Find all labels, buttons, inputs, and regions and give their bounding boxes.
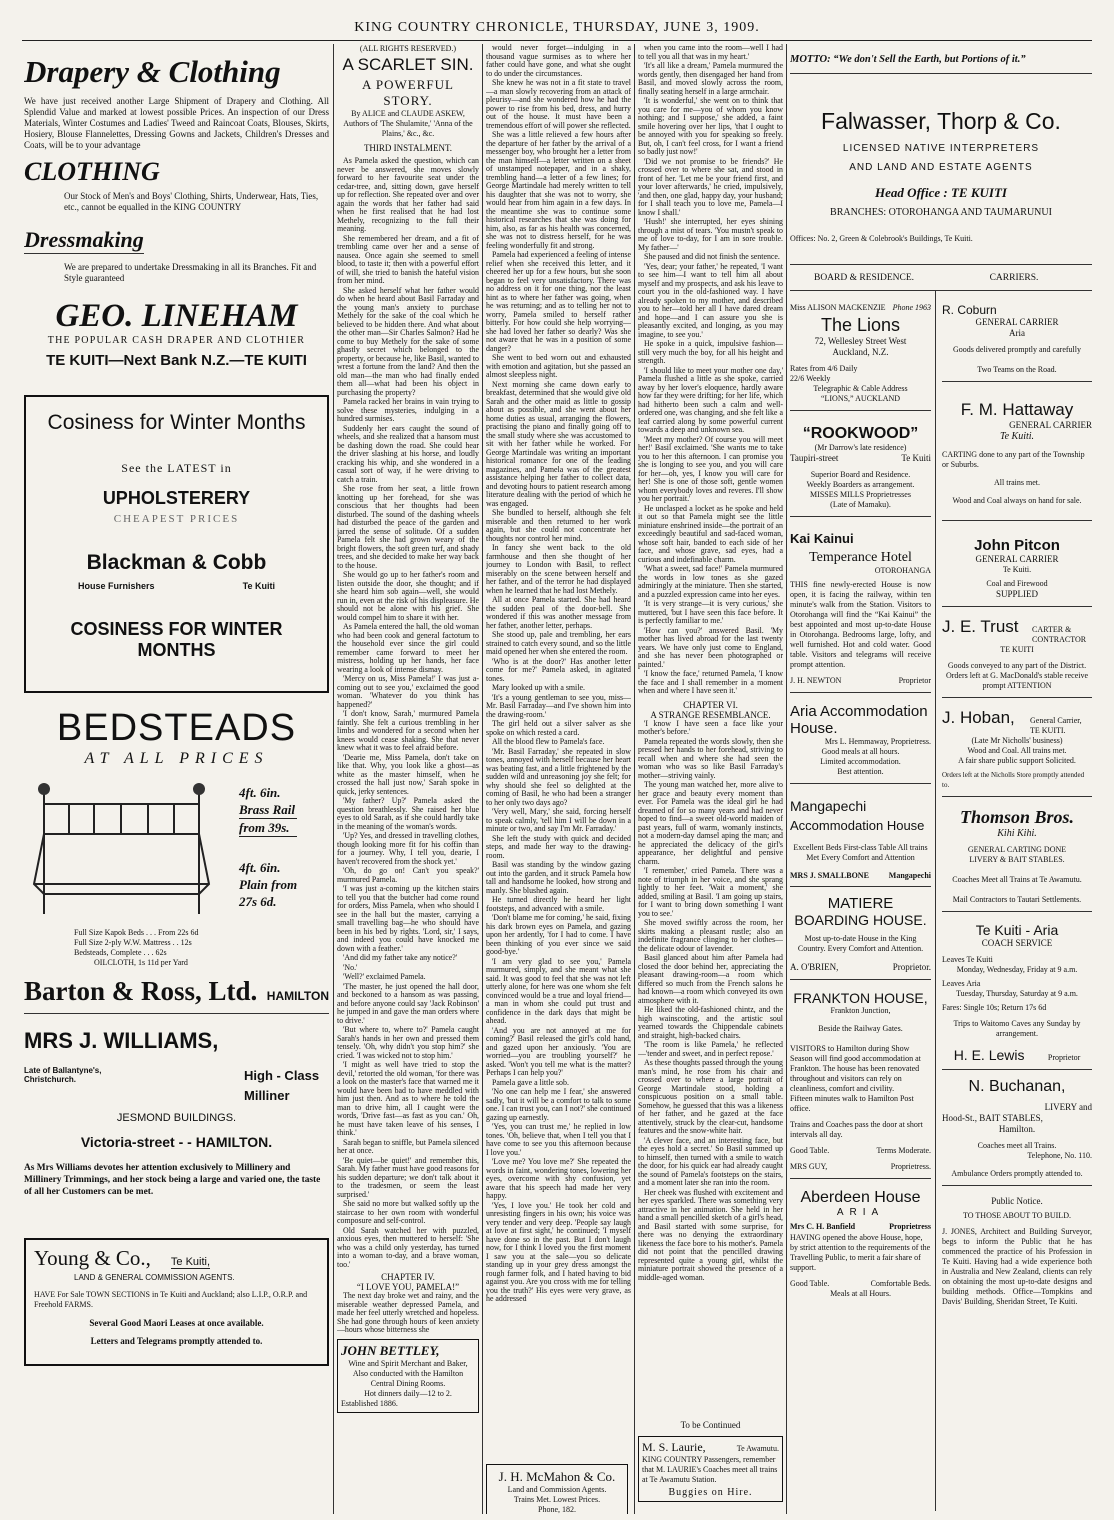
story-body-3	[638, 44, 783, 696]
story-paragraph: She moved swiftly across the room, her skirts making a pleasant rustle; also an indefinite fragrance clinging to her clothes—the delicate odour of lavender.	[638, 918, 783, 953]
story-paragraph: All at once Pamela started. She had heard the sudden peal of the door-bell. She wondered if this was another message from her father, another letter, perhaps.	[486, 595, 631, 630]
blackman-cobb-name: Blackman & Cobb	[86, 551, 267, 574]
upholstery-heading: UPHOLSTERERY	[102, 488, 251, 508]
column-story-part-3	[638, 44, 783, 1514]
bed-price-from-39s: from 39s.	[239, 819, 297, 837]
matiere-text: Most up-to-date House in the King Country. Every Comfort and Attention.	[797, 934, 924, 953]
drapery-text: We have just received another Large Shipment of Drapery and Clothing. All Splendid Value and marked at lowest possible Prices. An inspection of our Dress Materials, Winter Costumes and Ladies' Tweed and Raincoat Coats, Blouses, Skirts, Hosiery, Blouse Flannelettes, Dressing Gowns and Jackets, Children's Dresses and Coats, will be to your advantage	[24, 96, 329, 150]
coburn-line-4: Two Teams on the Road.	[977, 365, 1057, 374]
rookwood-line-1: Superior Board and Residence.	[810, 470, 911, 479]
story-paragraph: 'Dearie me, Miss Pamela, don't take on like that. Why, you look like a ghost—as white as the master himself, when he crossed the hall just now,' Sarah spoke in quick, jerky sentences.	[337, 752, 479, 796]
chapter-4-title: “I LOVE YOU, PAMELA!”	[356, 1282, 460, 1292]
cheapest-prices: CHEAPEST PRICES	[113, 513, 240, 525]
public-notice: Public Notice.	[991, 1196, 1043, 1206]
thomson-line-1: Kihi Kihi.	[997, 828, 1037, 839]
guy-proprietress: Proprietress.	[890, 1162, 931, 1171]
hattaway-line-4: All trains met.	[994, 478, 1040, 487]
bedsteads-title: BEDSTEADS	[56, 707, 297, 749]
story-paragraph: 'And you are not annoyed at me for coming?' Basil released the girl's cold hand, and gazed upon her anxiously. 'You are worried—you are troubling yourself?' he asked. 'Won't you tell me what is the matter? Perhaps I can help you?'	[486, 1025, 631, 1077]
coach-line-6: Trips to Waitomo Caves any Sunday by arrangement.	[953, 1019, 1081, 1038]
story-paragraph: The girl held out a silver salver as she spoke on which rested a card.	[486, 719, 631, 737]
see-latest: See the LATEST in	[121, 461, 232, 475]
column-divider	[634, 44, 635, 1514]
young-co-subtitle: LAND & GENERAL COMMISSION AGENTS.	[74, 1273, 235, 1282]
story-paragraph: 'Be quiet—be quiet!' and remember this, Sarah. My father must have good reasons for his sudden departure; we don't talk about it to the tradesmen, or seem the least surprised.'	[337, 1155, 479, 1199]
frankton-terms: Terms Moderate.	[876, 1146, 931, 1155]
buchanan-line-1: LIVERY and	[1044, 1102, 1092, 1112]
barton-ross-hamilton: HAMILTON	[266, 989, 329, 1003]
smallbone-name: MRS J. SMALLBONE	[790, 871, 869, 880]
aria-line-1: Good meals at all hours.	[821, 747, 900, 756]
matiere-boarding: BOARDING HOUSE.	[794, 912, 927, 928]
aberdeen-name: Aberdeen House	[800, 1189, 921, 1206]
story-paragraph: He unclasped a locket as he spoke and held it out so that Pamela might see the little miniature enshrined inside—the portrait of an exceedingly beautiful and sad-faced woman, whose soft hair, banded to each side of her face, and whose grave, sad eyes, had a curious and indefinable charm.	[638, 503, 783, 564]
lions-cable-address: “LIONS,” AUCKLAND	[820, 394, 901, 403]
bed-price-size-1: 4ft. 6in.	[239, 785, 281, 800]
mangapechi-name: Mangapechi	[790, 798, 867, 814]
story-paragraph: She said no more but walked softly up the staircase to her own room with wonderful composure and self-control.	[337, 1199, 479, 1225]
otorohanga: OTOROHANGA	[874, 566, 931, 575]
story-paragraph: 'I don't know, Sarah,' murmured Pamela faintly. She felt a curious trembling in her limbs and wondered for a second when her knees would cease shaking. She that never knew what it was to feel afraid before.	[337, 709, 479, 752]
rookwood-name: “ROOKWOOD”	[802, 425, 919, 442]
trust-line-2: TE KUITI	[1000, 645, 1034, 654]
public-notice-text: J. JONES, Architect and Building Surveyor, begs to inform the Public that he has commenced the practice of his Profession in Te Kuiti. Having had a wide experience both in Australia and New Zealand, clients can rely on obtaining the most up-to-date designs and building methods. Office—Tompkins and Davis' Building, Sheridan Street, Te Kuiti.	[942, 1227, 1092, 1306]
story-paragraph: Pamela repeated the words slowly, then she pressed her hands to her forehead, striving to recall when and where she had seen the woman who was so like Basil Farraday's mother—striving vainly.	[638, 736, 783, 780]
mcmahon-line-3: Phone, 182.	[538, 1505, 576, 1514]
lions-weekly: 22/6 Weekly	[790, 374, 831, 383]
coach-name: Te Kuiti - Aria	[975, 922, 1059, 938]
bettley-line-1: Wine and Spirit Merchant and Baker,	[348, 1358, 468, 1368]
chapter-6-heading: CHAPTER VI.	[683, 699, 738, 710]
story-paragraph: As these thoughts passed through the young man's mind, he rose from his chair and crossed over to where a large portrait of George Martindale stood, holding a conspicuous position on a small table. Somehow, he guessed that this was a likeness of her father, and he gazed at the face attentively, struck by the clear-cut, handsome features and the snow-white hair.	[638, 1058, 783, 1135]
victoria-street: Victoria-street - - HAMILTON.	[80, 1134, 273, 1150]
lineham-address: TE KUITI—Next Bank N.Z.—TE KUITI	[46, 352, 307, 369]
story-paragraph: 'My father? Up?' Pamela asked the question breathlessly. She raised her blue eyes to old Sarah, as if she could hardly take in the meaning of the woman's words.	[337, 796, 479, 831]
bed-price-size-2: 4ft. 6in.	[239, 860, 281, 875]
buchanan-line-3: Hamilton.	[998, 1124, 1036, 1134]
newton-name: J. H. NEWTON	[790, 676, 842, 685]
lions-address-2: Auckland, N.Z.	[832, 347, 889, 357]
cosiness-heading: Cosiness for Winter Months	[47, 411, 306, 434]
hoban-line-2: (Late Mr Nicholls' business)	[971, 736, 1063, 745]
story-paragraph: 'But where to, where to?' Pamela caught Sarah's hands in her own and pressed them tensely. 'Oh, why didn't you stop him?' she cried. 'I was wicked not to stop him.'	[337, 1025, 479, 1060]
mcmahon-line-2: Trains Met. Lowest Prices.	[513, 1495, 601, 1504]
aria-line-3: Best attention.	[837, 767, 884, 776]
lions-owner: Miss ALISON MACKENZIE	[790, 303, 886, 312]
barton-ross-name: Barton & Ross, Ltd.	[24, 976, 258, 1006]
story-paragraph: 'Who is at the door?' Has another letter come for me?' Pamela asked, in agitated tones.	[486, 656, 631, 683]
dressmaking-title: Dressmaking	[24, 227, 144, 252]
pitcon-name: John Pitcon	[974, 537, 1060, 554]
story-paragraph: She would go up to her father's room and listen outside the door, she thought; and if she heard him sob again—well, she would run in, even at the risk of his displeasure. He should not be alone with his grief. She would compel him to share it with her.	[337, 570, 479, 622]
house-furnishers: House Furnishers	[78, 581, 155, 591]
newton-proprietor: Proprietor	[898, 676, 931, 685]
story-paragraph: 'Did we not promise to be friends?' He crossed over to where she sat, and stood in front of her. 'Let me be your friend first, and your lover afterwards,' he cried, impulsively, 'and then, one glad, happy day, your husband; for I shall teach you to love me, Pamela—I know I shall.'	[638, 156, 783, 217]
lions-telegraphic: Telegraphic & Cable Address	[813, 384, 908, 393]
column-story-part-1	[337, 44, 479, 1514]
story-paragraph: 'It is very strange—it is very curious,' she muttered, 'but I have seen this face before. It is perfectly familiar to me.'	[638, 599, 783, 625]
story-paragraph: She paused and did not finish the sentence.	[644, 252, 780, 261]
story-paragraph: 'I remember,' cried Pamela. There was a note of triumph in her voice, and she sprang lightly to her feet. 'Wait a moment,' she added, smiling at Basil. 'I am going up stairs, for I want to bring down something I want you to see.'	[638, 866, 783, 918]
story-paragraph: 'And did my father take any notice?'	[343, 953, 458, 962]
carriers-column	[936, 291, 1092, 1511]
board-residence-heading: BOARD & RESIDENCE.	[813, 272, 915, 283]
story-paragraph: 'It is wonderful,' she went on to think that you care for me—you of whom you know nothing; and I suppose,' she added, a faint smile hovering over her lips, 'that I ought to be annoyed with you for speaking so freely. But, oh, I can't feel cross, for I want a friend so badly just now!'	[638, 96, 783, 156]
kapok-beds-price: Full Size Kapok Beds . . . From 22s 6d	[74, 928, 199, 937]
falwasser-branches: BRANCHES: OTOROHANGA AND TAUMARUNUI	[830, 207, 1052, 218]
column-business-directory	[790, 44, 1092, 1514]
carriers-heading: CARRIERS.	[989, 272, 1039, 283]
aberdeen-text: HAVING opened the above House, hope, by strict attention to the requirements of the Travelling Public, to merit a fair share of support.	[790, 1233, 931, 1272]
story-paragraph: 'How can you?' answered Basil. 'My mother has lived abroad for the last twenty years. We have only just come to England, and she has never been photographed or painted.'	[638, 625, 783, 669]
lineham-title: GEO. LINEHAM	[55, 298, 298, 334]
bettley-ad	[337, 1339, 479, 1413]
guy-name: MRS GUY,	[790, 1162, 828, 1171]
rookwood-line-2: Weekly Boarders as arrangement.	[806, 480, 915, 489]
story-paragraph: Pamela gave a little sob.	[492, 1077, 569, 1087]
coburn-line-1: GENERAL CARRIER	[975, 317, 1059, 327]
lions-rates: Rates from 4/6 Daily	[790, 364, 858, 373]
hattaway-line-2: Te Kuiti.	[999, 431, 1035, 442]
story-body-1	[337, 157, 479, 1269]
story-paragraph: She left the study with quick and decided steps, and made her way to the drawing-room.	[486, 833, 631, 860]
thomson-line-4: Coaches Meet all Trains at Te Awamutu.	[952, 875, 1082, 884]
story-paragraph: Her cheek was flushed with excitement and her eyes sparkled. There was something very attractive in her animation. She held in her hand a small pencilled sketch of a girl's head, and Basil started with some surprise, for there was no denying the extraordinary likeness the face bore to his mother's. Pamela did not point that the pencilled drawing represented quite a young girl, whilst the miniature portrait showed the presence of a middle-aged woman.	[638, 1187, 783, 1282]
chapter-4-heading: CHAPTER IV.	[381, 1272, 435, 1282]
story-paragraph: All the blood flew to Pamela's face.	[492, 737, 605, 746]
frankton-post-office: Fifteen minutes walk to Hamilton Post office.	[790, 1094, 914, 1113]
banfield-proprietress: Proprietress	[889, 1222, 931, 1231]
story-title: A SCARLET SIN.	[342, 55, 474, 74]
frankton-name: FRANKTON HOUSE,	[793, 990, 928, 1006]
motto: MOTTO: “We don't Sell the Earth, but Portions of it.”	[790, 54, 1092, 74]
falwasser-name: Falwasser, Thorp & Co.	[821, 108, 1061, 134]
pitcon-line-2: Te Kuiti.	[1002, 565, 1032, 574]
obrien-proprietor: Proprietor.	[892, 962, 931, 972]
mcmahon-name: J. H. McMahon & Co.	[498, 1469, 616, 1484]
story-paragraph: 'Yes, dear; your father,' he repeated, 'I want to see him—I want to tell him all about myself and my prospects, and ask his leave to court you in the old-fashioned way. I have already spoken to my mother, and described you to her—told her all I have dared dream and hope—and I can assure you she is pleasantly excited, and longing, as you may imagine, to see you.'	[638, 261, 783, 339]
mangapechi-accommodation: Accommodation House	[790, 818, 925, 833]
chapter-6-title: A STRANGE RESEMBLANCE.	[650, 709, 771, 720]
column-divider	[333, 44, 334, 1514]
story-paragraph: when you came into the room—well I had to tell you all that was in my heart.'	[638, 44, 783, 61]
story-paragraph: He spoke in a quick, impulsive fashion—still very much the boy, for all his height and strength.	[638, 339, 783, 365]
bedsteads-complete-price: Bedsteads, Complete . . . 62s	[74, 948, 167, 957]
te-kuiti-location: Te Kuiti	[242, 581, 275, 591]
frankton-trains: Trains and Coaches pass the door at short intervals all day.	[790, 1120, 923, 1139]
frankton-beside: Beside the Railway Gates.	[818, 1024, 903, 1033]
bettley-line-3: Hot dinners daily—12 to 2.	[364, 1388, 452, 1398]
story-paragraph: As Pamela entered the hall, the old woman who had been cook and general factotum to the household ever since the girl could remember came forward to meet her mistress, holding up her hands, her face wearing a look of intense dismay.	[337, 622, 479, 674]
coach-line-3: Leaves Aria	[942, 979, 981, 988]
williams-high-class-milliner: High - Class Milliner	[244, 1068, 320, 1103]
frankton-text: VISITORS to Hamilton during Show Season will find good accommodation at Frankton. The house has been renovated throughout and visitors can rely on cleanliness, comfort and civility.	[790, 1044, 921, 1093]
coburn-line-2: Aria	[1009, 328, 1025, 338]
rookwood-line-3: MISSES MILLS Proprietresses	[810, 490, 911, 499]
rights-reserved: (ALL RIGHTS RESERVED.)	[359, 44, 457, 53]
matiere-name: MATIERE	[827, 895, 894, 912]
mcmahon-ad	[486, 1464, 628, 1514]
story-paragraph: 'What a sweet, sad face!' Pamela murmured the words in low tones as she gazed admiringly at the miniature. Then she started, and a puzzled expression came into her eyes.	[638, 564, 783, 599]
story-authors-works: Authors of 'The Shulamite,' 'Anna of the Plains,' &c., &c.	[343, 119, 473, 138]
column-divider	[482, 44, 483, 1514]
story-paragraph: Old Sarah watched her with puzzled, anxious eyes, then muttered to herself: 'She who was a child only yesterday, has turned into a woman to-day, and a brave woman, too.'	[337, 1225, 479, 1269]
story-paragraph: 'Don't blame me for coming,' he said, fixing his dark brown eyes on Pamela, and gazing upon her ardently, 'for I had to come. I have been thinking of you ever since we said good-bye.'	[486, 913, 631, 956]
rookwood-street: Taupiri-street	[790, 453, 839, 463]
pitcon-line-4: SUPPLIED	[995, 589, 1038, 599]
laurie-ad	[638, 1436, 783, 1502]
story-paragraph: 'The room is like Pamela,' he reflected—'tender and sweet, and in perfect repose.'	[638, 1040, 783, 1058]
falwasser-head-office: Head Office : TE KUITI	[875, 185, 1007, 200]
story-paragraph: 'No.'	[343, 962, 358, 972]
story-paragraph: 'Well?' exclaimed Pamela.	[343, 972, 426, 981]
story-paragraph: 'I was just a-coming up the kitchen stairs to tell you that the butcher had come round for orders, Miss Pamela, when who should I see in the hall but the master, carrying a small travelling bag—he who should have been in his bed by rights. 'Lord, sir,' I says, and indeed you could have knocked me down with a feather.'	[337, 884, 479, 953]
story-paragraph: would never forget—indulging in a thousand vague surmises as to where her father could have gone, and what she ought to do under the circumstances.	[486, 44, 631, 78]
clothing-text: Our Stock of Men's and Boys' Clothing, Shirts, Underwear, Hats, Ties, etc., cannot be equalled in the KING COUNTRY	[64, 191, 319, 212]
bed-price-plain: Plain from	[239, 877, 298, 892]
thomson-line-3: LIVERY & BAIT STABLES.	[969, 855, 1065, 864]
buchanan-line-5: Telephone, No. 110.	[1027, 1151, 1092, 1160]
young-co-leases: Several Good Maori Leases at once available.	[89, 1318, 264, 1328]
story-paragraph: Sarah began to sniffle, but Pamela silenced her at once.	[337, 1137, 479, 1155]
mattress-price: Full Size 2-ply W.W. Mattress . . 12s	[74, 938, 192, 947]
coach-line-1: Leaves Te Kuiti	[942, 955, 993, 964]
story-paragraph: He turned directly he heard her light footsteps, and advanced with a smile.	[486, 895, 631, 913]
story-paragraph: In fancy she went back to the old farmhouse and then she thought of her journey to London with Basil, to reflect miserably on the scene between herself and her father, and of the terror he had displayed when he learned that he had lost Methely.	[486, 543, 631, 595]
aria-accommodation-name: Aria Accommodation House.	[790, 703, 928, 737]
story-paragraph: 'Yes, I love you.' He took her cold and unresisting fingers in his own; his voice was very tender and very deep. 'People say laugh at love at first sight,' he continued; 'I myself have done so in the past. But I don't laugh now, for I think I loved you the first moment I saw you at the sale—you so delicate standing up in your grey dress amongst the rough farmer folk, and I hated having to bid against you. Are you cross with me for telling you the truth?' His eyes were very grave, as he addressed	[486, 1200, 631, 1303]
thomson-line-2: GENERAL CARTING DONE	[967, 845, 1067, 854]
young-co-text: HAVE For Sale TOWN SECTIONS in Te Kuiti and Auckland; also L.I.P., O.R.P. and Freehold FARMS.	[34, 1290, 308, 1309]
buchanan-name: N. Buchanan,	[968, 1078, 1066, 1095]
bettley-line-4: Established 1886.	[341, 1398, 398, 1408]
laurie-town: Te Awamutu.	[736, 1444, 779, 1453]
aberdeen-town: ARIA	[836, 1207, 885, 1218]
story-subtitle: A POWERFUL STORY.	[362, 77, 454, 108]
young-co-ad	[24, 1238, 329, 1366]
story-paragraph: 'I know I have seen a face like your mother's before.'	[638, 718, 783, 736]
column-story-part-2	[486, 44, 631, 1514]
masthead: KING COUNTRY CHRONICLE, THURSDAY, JUNE 3, 1909.	[354, 20, 760, 35]
mangapechi-features: Excellent Beds First-class Table All trains Met Every Comfort and Attention	[793, 843, 928, 862]
public-notice-sub: TO THOSE ABOUT TO BUILD.	[963, 1211, 1071, 1220]
masthead-rule	[22, 40, 1092, 41]
bedstead-image	[24, 774, 214, 924]
pitcon-line-1: GENERAL CARRIER	[975, 554, 1059, 564]
column-advertisements-left	[24, 44, 329, 1514]
story-paragraph: 'Very well, Mary,' she said, forcing herself to speak calmly, 'tell him I will be down in a minute or two, and say I'm Mr. Farraday.'	[486, 807, 631, 833]
falwasser-line-2: AND LAND AND ESTATE AGENTS	[849, 162, 1033, 173]
banfield-name: Mrs C. H. Banfield	[790, 1222, 856, 1231]
kai-kainui-name: Kai Kainui	[790, 531, 854, 546]
story-paragraph: She remembered her dream, and a fit of trembling came over her and a sense of nausea. Once again she seemed to smell blood, to taste it; then with a powerful effort of will, she tried to banish the hateful vision from her mind.	[337, 233, 479, 285]
lions-address-1: 72, Wellesley Street West	[814, 336, 907, 346]
williams-late-of: Late of Ballantyne's, Christchurch.	[24, 1066, 102, 1084]
aberdeen-good-table: Good Table.	[790, 1279, 830, 1288]
coburn-line-3: Goods delivered promptly and carefully	[953, 345, 1081, 354]
rookwood-subtitle: (Mr Darrow's late residence)	[814, 443, 907, 452]
story-paragraph: She stood up, pale and trembling, her ears strained to catch every sound, and so the little maid opened her when she entered the room.	[486, 630, 631, 656]
buchanan-line-6: Ambulance Orders promptly attended to.	[951, 1169, 1083, 1178]
bettley-name: JOHN BETTLEY,	[341, 1342, 440, 1358]
story-paragraph: 'I am very glad to see you,' Pamela murmured, simply, and she meant what she said. It was good to feel that she was not left utterly alone, for here was one whom she felt convinced would be a true and loyal friend—a man in whom she could put trust and confidence in the dark days that might be ahead.	[486, 956, 631, 1025]
lineham-subtitle: THE POPULAR CASH DRAPER AND CLOTHIER	[47, 335, 306, 346]
lions-phone: Phone 1963	[892, 303, 931, 312]
board-residence-column	[790, 291, 936, 1511]
story-paragraph: 'Meet my mother? Of course you will meet her!' Basil exclaimed. 'She wants me to take you to her this afternoon. I can promise you she is longing to see you, and you will care for her—oh, yes, I know you will care for her! She is one of those soft, gentle women whom everybody loves and reveres. I'll show you her portrait.'	[638, 434, 783, 503]
hoban-line-3: Wood and Coal. All trains met.	[967, 746, 1067, 755]
hoban-line-4: A fair share public support Solicited.	[958, 756, 1076, 765]
instalment-heading: THIRD INSTALMENT.	[363, 143, 453, 153]
story-paragraph: Basil was standing by the window gazing out into the garden, and it struck Pamela how tall and handsome he looked, how strong and manly. She blushed again.	[486, 860, 631, 895]
story-paragraph: 'It's a young gentleman to see you, miss—Mr. Basil Farraday—and I've shown him into the drawing-room.'	[486, 692, 631, 719]
aria-line-2: Limited accommodation.	[820, 757, 901, 766]
buchanan-line-2: Hood-St., BAIT STABLES,	[942, 1113, 1043, 1123]
frankton-good-table: Good Table.	[790, 1146, 830, 1155]
jesmond-buildings: JESMOND BUILDINGS.	[116, 1112, 237, 1124]
temperance-text: THIS fine newly-erected House is now open, it is facing the railway, within ten minute's walk from the Station. Visitors to Otorohanga will find the “Kai Kainui” the best appointed and most up-to-date House in Otorohanga. Bedrooms large, lofty, and well furnished. Hot and cold water. Good table. Visitors and telegrams will receive prompt attention.	[790, 580, 931, 669]
story-paragraph: Suddenly her ears caught the sound of wheels, and she realized that a hansom must be dashing down the road. She could hear the driver slashing at his horse, and loudly cracking his whip, and she wondered in a casual sort of way, if he were driving to catch a train.	[337, 423, 479, 484]
story-paragraph: She knew he was not in a fit state to travel—a man slowly recovering from an attack of pleurisy—and she wondered how he had the power to rise from his bed, dress, and hurry out of the house. It must have been a tremendous effort of will power she reflected.	[486, 78, 631, 130]
hattaway-line-1: GENERAL CARRIER	[1009, 420, 1092, 430]
story-paragraph: 'Yes, you can trust me,' he replied in low tones. 'Oh, believe that, when I tell you that I have come to see you this afternoon because I love you.'	[486, 1122, 631, 1157]
trust-line-3: Goods conveyed to any part of the District. Orders left at G. MacDonald's stable receive prompt ATTENTION	[945, 661, 1089, 690]
story-authors: By ALICE and CLAUDE ASKEW,	[351, 109, 465, 118]
coach-line-5: Fares: Single 10s; Return 17s 6d	[942, 1003, 1047, 1012]
williams-text: As Mrs Williams devotes her attention exclusively to Millinery and Millinery Trimmings, and her stock being a large and varied one, the taste of all her Customers can be met.	[24, 1163, 321, 1197]
hoban-line-1: General Carrier, TE KUITI.	[1030, 716, 1082, 735]
aria-owner: Mrs L. Hemmaway, Proprietress.	[824, 737, 931, 746]
story-paragraph: 'Hush!' she interrupted, her eyes shining through a mist of tears. 'You mustn't speak to me of love to-day, for I am in sore trouble. My father—'	[638, 217, 783, 252]
rookwood-town: Te Kuiti	[901, 453, 931, 463]
story-paragraph: The young man watched her, more alive to her grace and beauty every moment than ever. For Pamela was the ideal girl he had dreamed of for so many years and had never hoped to find—a sweet old-world maiden of past years, full of warm, womanly instincts, not a modern-day damsel aping the man; and he appreciated the delicacy of the girl's appearance, her delightful and pensive charm.	[638, 780, 783, 866]
drapery-title: Drapery & Clothing	[24, 54, 281, 89]
hattaway-line-5: Wood and Coal always on hand for sale.	[952, 496, 1082, 505]
story-paragraph: Pamela had experienced a feeling of intense relief when she received this letter, and it cheered her up for a few hours, but she soon began to feel very unsatisfactory. There was no address on it for one thing, nor the least hint as to where her father was going, when he was returning; and as to telling her not to worry, Pamela smiled to herself rather bitterly. For how could she help worrying—she had loved her father so dearly? Was she not aware that he was in a position of some danger?	[486, 250, 631, 353]
laurie-name: M. S. Laurie,	[642, 1440, 706, 1454]
story-paragraph: 'A clever face, and an interesting face, but the eyes hold a secret.' So Basil summed up to himself, then turned with a smile to watch the door, for his quick ear had already caught the sound of Pamela's footsteps on the stairs, and a moment later she ran into the room.	[638, 1135, 783, 1187]
young-co-name: Young & Co.,	[34, 1246, 151, 1270]
to-be-continued: To be Continued	[680, 1420, 741, 1430]
young-co-town: Te Kuiti,	[170, 1256, 211, 1268]
story-paragraph: She went to bed worn out and exhausted with emotion and agitation, but she passed an almost sleepless night.	[486, 353, 631, 379]
story-paragraph: 'I should like to meet your mother one day,' Pamela flushed a little as she spoke, carried away by her lover's eloquence, hardly aware how far they were drifting; for her life, which had hitherto been such a calm and well-ordered one, was changing, and she felt like a leaf carried along by some powerful current towards a deep and unknown sea.	[638, 365, 783, 434]
story-paragraph: Next morning she came down early to breakfast, determined that she would give old Sarah and the other maid as little to gossip about as possible, and she went about her home duties as usual, arranging the flowers, practising the piano and finally going off to the small study where she was accustomed to sit with her father while he worked. For George Martindale was writing an important historical romance for one of the leading magazines, and Pamela was of the greatest assistance helping her father to collect data, and devoting hours to patient research among literature dealing with the period of which he was engaged.	[486, 379, 631, 508]
hoban-line-5: Orders left at the Nicholls Store promptly attended to.	[942, 771, 1085, 789]
mcmahon-line-1: Land and Commission Agents.	[507, 1485, 607, 1494]
trust-name: J. E. Trust	[942, 617, 1019, 636]
story-paragraph: 'It's all like a dream,' Pamela murmured the words gently, then disengaged her hand from Basil, and moved slowly across the room, finally seating herself in a large armchair.	[638, 61, 783, 96]
dressmaking-text: We are prepared to undertake Dressmaking in all its Branches. Fit and Style guaranteed	[64, 262, 317, 283]
story-paragraph: 'Oh, do go on! Can't you speak?' murmured Pamela.	[337, 866, 479, 884]
blackman-cobb-ad	[24, 395, 329, 693]
trust-line-1: CARTER & CONTRACTOR	[1032, 625, 1087, 644]
story-paragraph: He liked the old-fashioned chintz, and the high wainscoting, and the artistic soul yearned towards the Chippendale cabinets and straight, high-backed chairs.	[638, 1005, 783, 1040]
story-paragraph: 'The master, he just opened the hall door, and beckoned to a hansom as was passing, and before anyone could say 'Jack Robinson' he jumped in and gave the man orders where to drive.'	[337, 981, 479, 1025]
hoban-name: J. Hoban,	[942, 708, 1015, 727]
bed-price-27s: 27s 6d.	[239, 894, 277, 909]
falwasser-offices: Offices: No. 2, Green & Colebrook's Buildings, Te Kuiti.	[790, 234, 1092, 265]
story-paragraph: 'Up? Yes, and dressed in travelling clothes, though looking more fit for his coffin than for a journey. Why, I tell you, dearie, I haven't recovered from the shock yet.'	[337, 831, 479, 866]
cosiness-footer: COSINESS FOR WINTER MONTHS	[70, 619, 283, 660]
coach-line-2: Monday, Wednesday, Friday at 9 a.m.	[956, 965, 1078, 974]
aberdeen-beds: Comfortable Beds.	[870, 1279, 931, 1288]
coach-subtitle: COACH SERVICE	[981, 938, 1053, 948]
thomson-line-5: Mail Contractors to Tautari Settlements.	[952, 895, 1082, 904]
chapter-4-paragraph: The next day broke wet and rainy, and the miserable weather depressed Pamela, and made her feel utterly wretched and hopeless. She had gone through hours of keen anxiety—hours whose bitterness she	[337, 1291, 479, 1334]
story-paragraph: 'Love me? You love me?' She repeated the words in faint, wondering tones, lowering her eyes, overcome with shy confusion, yet aware that his speech had made her very happy.	[486, 1157, 631, 1200]
bed-price-rail: Brass Rail	[239, 801, 297, 819]
story-paragraph: 'No one can help me I fear,' she answered sadly, 'but it will be a comfort to talk to some one. I can trust you, can I not?' she continued gazing up earnestly.	[486, 1087, 631, 1122]
story-paragraph: Mary looked up with a smile.	[492, 683, 585, 692]
laurie-buggies: Buggies on Hire.	[668, 1487, 753, 1498]
williams-name: MRS J. WILLIAMS,	[24, 1028, 219, 1053]
story-paragraph: Pamela racked her brains in vain trying to solve these mysteries, indulging in a hundred surmises.	[337, 397, 479, 423]
story-paragraph: 'Mercy on us, Miss Pamela!' I was just a-coming out to see you,' exclaimed the good woman. 'Whatever do you think has happened?'	[337, 674, 479, 709]
story-paragraph: She bundled to herself, although she felt miserable and then returned to her work again, but she could not concentrate her thoughts nor control her mind.	[486, 508, 631, 543]
lions-name: The Lions	[820, 315, 901, 335]
clothing-title: CLOTHING	[24, 157, 160, 186]
bedstead-illustration	[24, 774, 329, 924]
story-paragraph: 'I know the face,' returned Pamela, 'I know the face and I shall remember in a moment when and where I have seen it.'	[638, 669, 783, 695]
laurie-text: KING COUNTRY Passengers, remember that M. LAURIE's Coaches meet all trains at Te Awamutu Station.	[642, 1455, 778, 1484]
story-paragraph: She was a little relieved a few hours after the departure of her father by the arrival of a messenger boy, who brought her a letter from the man himself—a letter written on a sheet of unstamped notepaper, and in a shaky, trembling hand—a letter of a few lines; for George Martindale had merely written to tell his daughter that she was not to worry, she would hear from him again in a few days. In the meantime she was to continue some historical researches that she was doing for him, also, as far as his health was concerned, she was not to distress herself, for he was feeling wonderfully fit and strong.	[486, 130, 631, 250]
young-co-letters: Letters and Telegrams promptly attended to.	[90, 1336, 263, 1346]
rookwood-line-4: (Late of Mamaku).	[830, 500, 891, 509]
coach-line-4: Tuesday, Thursday, Saturday at 9 a.m.	[956, 989, 1078, 998]
story-paragraph: 'Mr. Basil Farraday,' she repeated in slow tones, annoyed with herself because her heart was beating fast, and a little frightened by the sudden wild and unreasoning joy she felt; for why should she feel so delighted at the coming of Basil, he who had been a stranger to her only two days ago?	[486, 746, 631, 807]
story-paragraph: She asked herself what her father would do when he heard about Basil Farraday and the young man's anxiety to purchase Methely for the sake of the coal which he believed to be hidden there. And what about the other man—Sir Charles Salmon? Had he come to buy Methely for the sake of some ghastly secret which belonged to the property, or because he, like Basil, wanted to wrest a fortune from the land? And then the old man—the man who had finally ended them all—what had been his object in purchasing the property?	[337, 285, 479, 397]
falwasser-line-1: LICENSED NATIVE INTERPRETERS	[842, 143, 1040, 154]
obrien-name: A. O'BRIEN,	[790, 962, 839, 972]
thomson-name: Thomson Bros.	[959, 807, 1075, 827]
lewis-name: H. E. Lewis	[953, 1047, 1025, 1063]
oilcloth-price: OILCLOTH, 1s 11d per Yard	[94, 958, 188, 967]
aberdeen-meals: Meals at all Hours.	[830, 1289, 891, 1298]
smallbone-location: Mangapechi	[888, 871, 931, 880]
story-paragraph: Basil glanced about him after Pamela had closed the door behind her, appreciating the pleasant drawing-room—a room which differed so much from the French salons he had known—a room which conveyed its own atmosphere with it.	[638, 953, 783, 1005]
column-divider	[786, 44, 787, 1514]
bedsteads-subtitle: AT ALL PRICES	[84, 750, 269, 767]
story-body-2	[486, 44, 631, 1304]
pitcon-line-3: Coal and Firewood	[986, 579, 1048, 588]
lewis-proprietor: Proprietor	[1047, 1053, 1081, 1062]
story-paragraph: She rose from her seat, a little frown knotting up her forehead, for she was conscious that her thoughts had been disturbed. The sound of the dashing wheels had disturbed the peace of the garden and jarred the sense of solitude. Of a sudden Pamela felt she had grown weary of the bright flowers, the soft green turf, and shady trees, and she decided to make her way back to the house.	[337, 484, 479, 570]
buchanan-line-4: Coaches meet all Trains.	[977, 1141, 1057, 1150]
frankton-junction: Frankton Junction,	[830, 1006, 891, 1015]
hattaway-name: F. M. Hattaway	[960, 400, 1074, 419]
bettley-line-2: Also conducted with the Hamilton Central Dining Rooms.	[352, 1368, 464, 1388]
story-paragraph: 'I might as well have tried to stop the devil,' retorted the old woman, 'for there was a look on the master's face that warned me it would have been bad to have meddled with him just then. And as to where he told the man to drive him, all I caught were the words, 'Drive fast—as fast as you can.' Oh, he must have taken leave of his senses, I think.'	[337, 1060, 479, 1137]
temperance-hotel: Temperance Hotel	[809, 550, 912, 565]
hattaway-line-3: CARTING done to any part of the Township or Suburbs.	[942, 450, 1085, 469]
story-body-4	[638, 720, 783, 1283]
coburn-name: R. Coburn	[942, 303, 997, 317]
story-paragraph: As Pamela asked the question, which can never be answered, she moves slowly forward to her favourite seat under the cedar-tree, and, sitting down, gave herself up for reflection. She repeated over and over again the words that her father had said when he first realised that he had lost Methely, recognizing to the full their meaning.	[337, 156, 479, 233]
